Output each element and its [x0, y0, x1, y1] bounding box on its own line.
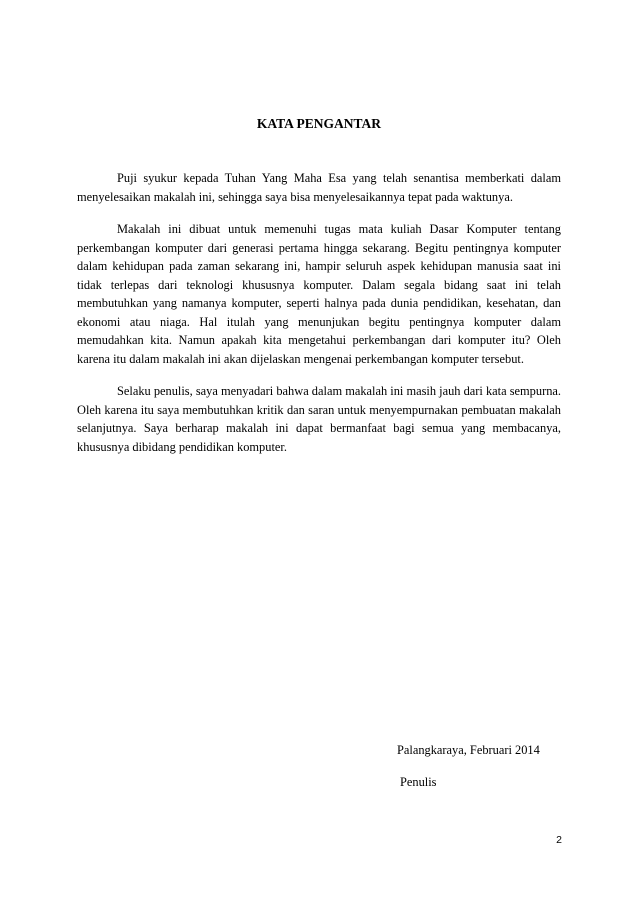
document-body: [77, 169, 561, 470]
signature-place-date: Palangkaraya, Februari 2014: [397, 743, 540, 757]
signature-block: [397, 741, 540, 791]
page-number: 2: [556, 834, 562, 846]
paragraph-2: Makalah ini dibuat untuk memenuhi tugas mata kuliah Dasar Komputer tentang perkembangan komputer dari generasi pertama hingga sekarang. Begitu pentingnya komputer dalam kehidupan pada zaman sekarang ini, hampir seluruh aspek kehidupan manusia saat ini tidak terlepas dari teknologi khususnya komputer. Dalam segala bidang saat ini telah membutuhkan yang namanya komputer, seperti halnya pada dunia pendidikan, kesehatan, dan ekonomi atau niaga. Hal itulah yang menunjukan begitu pentingnya komputer dalam memudahkan kita. Namun apakah kita mengetahui perkembangan dari komputer itu? Oleh karena itu dalam makalah ini akan dijelaskan mengenai perkembangan komputer tersebut.: [77, 222, 561, 366]
paragraph-3: Selaku penulis, saya menyadari bahwa dalam makalah ini masih jauh dari kata sempurna. Oleh karena itu saya membutuhkan kritik dan saran untuk menyempurnakan pembuatan makalah selanjutnya. Saya berharap makalah ini dapat bermanfaat bagi semua yang membacanya, khususnya dibidang pendidikan komputer.: [77, 384, 561, 454]
page-title: KATA PENGANTAR: [256, 116, 382, 131]
signature-author: Penulis: [400, 775, 437, 789]
paragraph-1: Puji syukur kepada Tuhan Yang Maha Esa yang telah senantisa memberkati dalam menyelesaikan makalah ini, sehingga saya bisa menyelesaikannya tepat pada waktunya.: [77, 171, 561, 204]
